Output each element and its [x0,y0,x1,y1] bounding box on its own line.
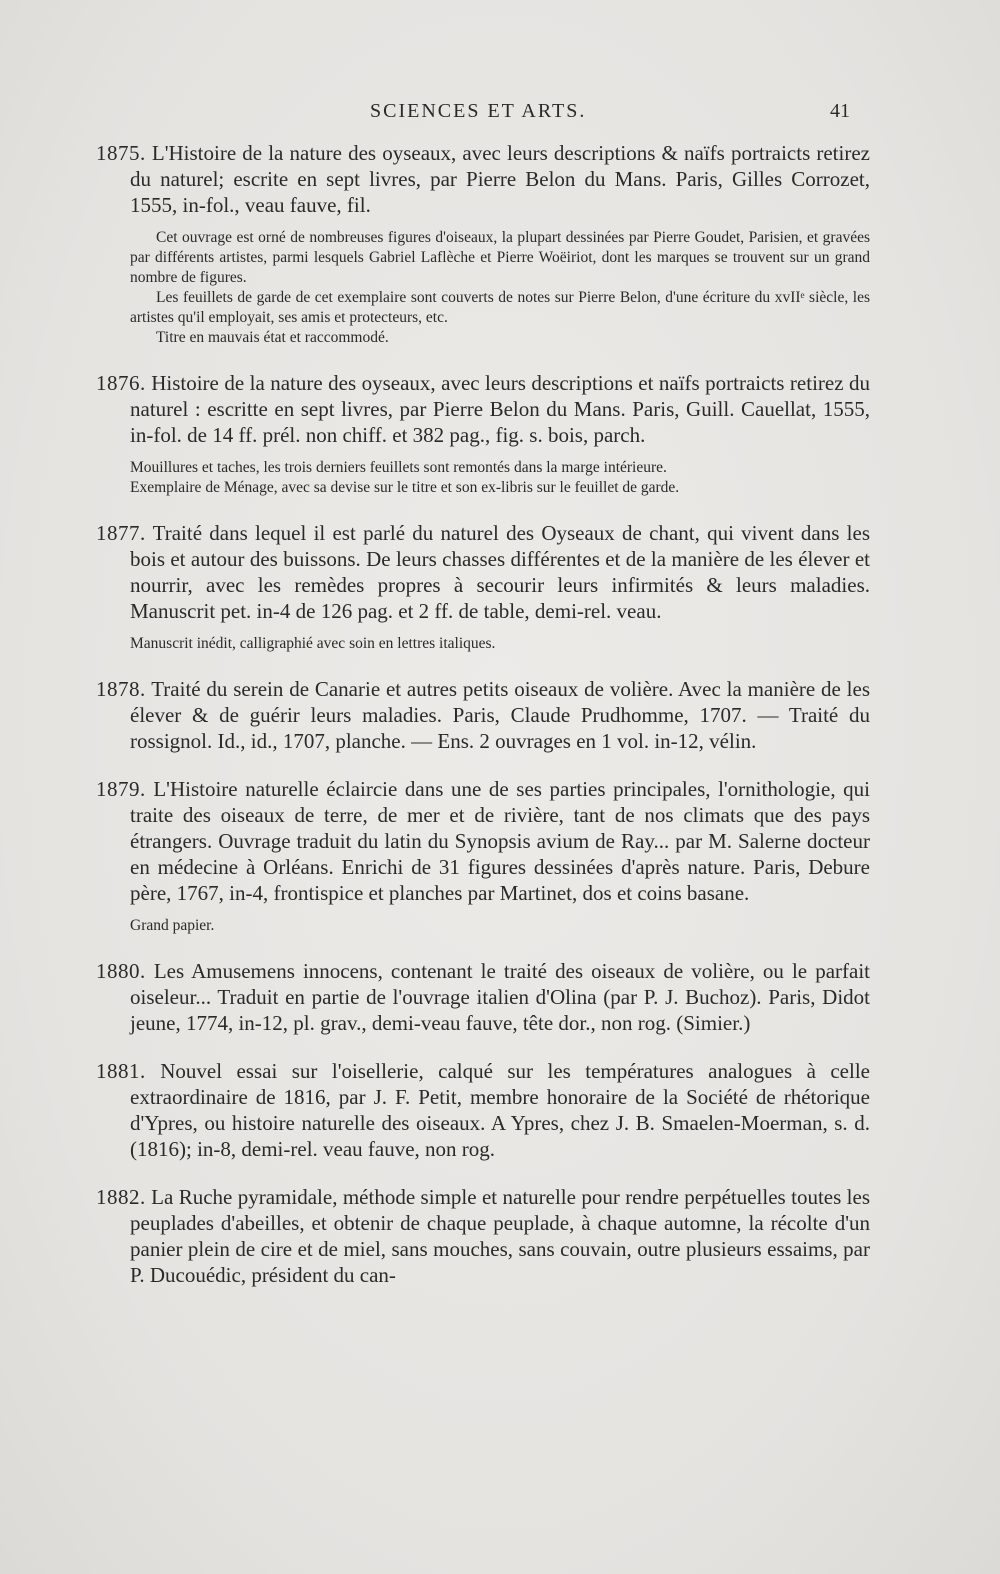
entry-number: 1879. [96,777,146,801]
entry-number: 1877. [96,521,146,545]
entry-number: 1882. [96,1185,146,1209]
entry-note: Exemplaire de Ménage, avec sa devise sur le titre et son ex-libris sur le feuillet de garde. [130,479,680,496]
page-number: 41 [830,100,850,122]
entry-number: 1878. [96,677,146,701]
catalogue-entry [96,1058,870,1162]
entry-text: Traité dans lequel il est parlé du naturel des Oyseaux de chant, qui vivent dans les bois et autour des buissons. De leurs chasses différentes et de la manière de les élever et nourrir, avec les remèdes propres à secourir leurs infirmités & leurs maladies. Manuscrit pet. in-4 de 126 pag. et 2 ff. de table, demi-rel. veau. [130,521,870,623]
entry-text: Traité du serein de Canarie et autres petits oiseaux de volière. Avec la manière de les élever & de guérir leurs maladies. Paris, Claude Prudhomme, 1707. — Traité du rossignol. Id., id., 1707, planche. — Ens. 2 ouvrages en 1 vol. in-12, vélin. [130,677,870,753]
catalogue-entry [96,140,870,348]
entry-number: 1881. [96,1059,146,1083]
entry-text: L'Histoire naturelle éclaircie dans une de ses parties principales, l'ornithologie, qui traite des oiseaux de terre, de mer et de rivière, tant de nos climats que des pays étrangers. Ouvrage traduit du latin du Synopsis avium de Ray... par M. Salerne docteur en médecine à Orléans. Enrichi de 31 figures dessinées d'après nature. Paris, Debure père, 1767, in-4, frontispice et planches par Martinet, dos et coins basane. [130,777,871,905]
entry-notes [96,228,870,348]
catalogue-entries [96,140,870,1310]
entry-number: 1875. [96,141,146,165]
catalogue-entry [96,370,870,498]
entry-number: 1876. [96,371,146,395]
catalogue-entry [96,1184,870,1288]
running-title: SCIENCES ET ARTS. [370,100,587,122]
entry-text: Les Amusemens innocens, contenant le traité des oiseaux de volière, ou le parfait oiseleur... Traduit en partie de l'ouvrage italien d'Olina (par P. J. Buchoz). Paris, Didot jeune, 1774, in-12, pl. grav., demi-veau fauve, tête dor., non rog. (Simier.) [130,959,870,1035]
entry-text: L'Histoire de la nature des oyseaux, avec leurs descriptions & naïfs portraicts retirez du naturel; escrite en sept livres, par Pierre Belon du Mans. Paris, Gilles Corrozet, 1555, in-fol., veau fauve, fil. [130,141,870,217]
catalogue-entry [96,958,870,1036]
catalogue-entry [96,520,870,654]
entry-note: Grand papier. [130,917,215,934]
entry-number: 1880. [96,959,146,983]
entry-text: La Ruche pyramidale, méthode simple et naturelle pour rendre perpétuelles toutes les peuplades d'abeilles, et obtenir de chaque peuplade, à chaque automne, la récolte d'un panier plein de cire et de miel, sans mouches, sans couvain, outre plusieurs essaims, par P. Ducouédic, président du can- [130,1185,871,1287]
page-header [0,100,1000,130]
entry-notes [96,916,870,936]
entry-note: Manuscrit inédit, calligraphié avec soin en lettres italiques. [130,635,496,652]
catalogue-entry [96,776,870,936]
entry-note: Mouillures et taches, les trois derniers feuillets sont remontés dans la marge intérieure. [130,459,667,476]
entry-notes [96,634,870,654]
entry-note: Cet ouvrage est orné de nombreuses figures d'oiseaux, la plupart dessinées par Pierre Goudet, Parisien, et gravées par différents artistes, parmi lesquels Gabriel Laflèche et Pierre Woëiriot, dont les marques se trouvent sur un grand nombre de figures. [130,229,870,286]
entry-text: Histoire de la nature des oyseaux, avec leurs descriptions et naïfs portraicts retirez du naturel : escritte en sept livres, par Pierre Belon du Mans. Paris, Guill. Cauellat, 1555, in-fol. de 14 ff. prél. non chiff. et 382 pag., fig. s. bois, parch. [130,371,871,447]
entry-text: Nouvel essai sur l'oisellerie, calqué sur les températures analogues à celle extraordinaire de 1816, par J. F. Petit, membre honoraire de la Société de rhétorique d'Ypres, ou histoire naturelle des oiseaux. A Ypres, chez J. B. Smaelen-Moerman, s. d. (1816); in-8, demi-rel. veau fauve, non rog. [130,1059,870,1161]
entry-note: Titre en mauvais état et raccommodé. [156,329,389,346]
entry-notes [96,458,870,498]
entry-note: Les feuillets de garde de cet exemplaire sont couverts de notes sur Pierre Belon, d'une écriture du xvIIᵉ siècle, les artistes qu'il employait, ses amis et protecteurs, etc. [130,289,870,326]
catalogue-entry [96,676,870,754]
